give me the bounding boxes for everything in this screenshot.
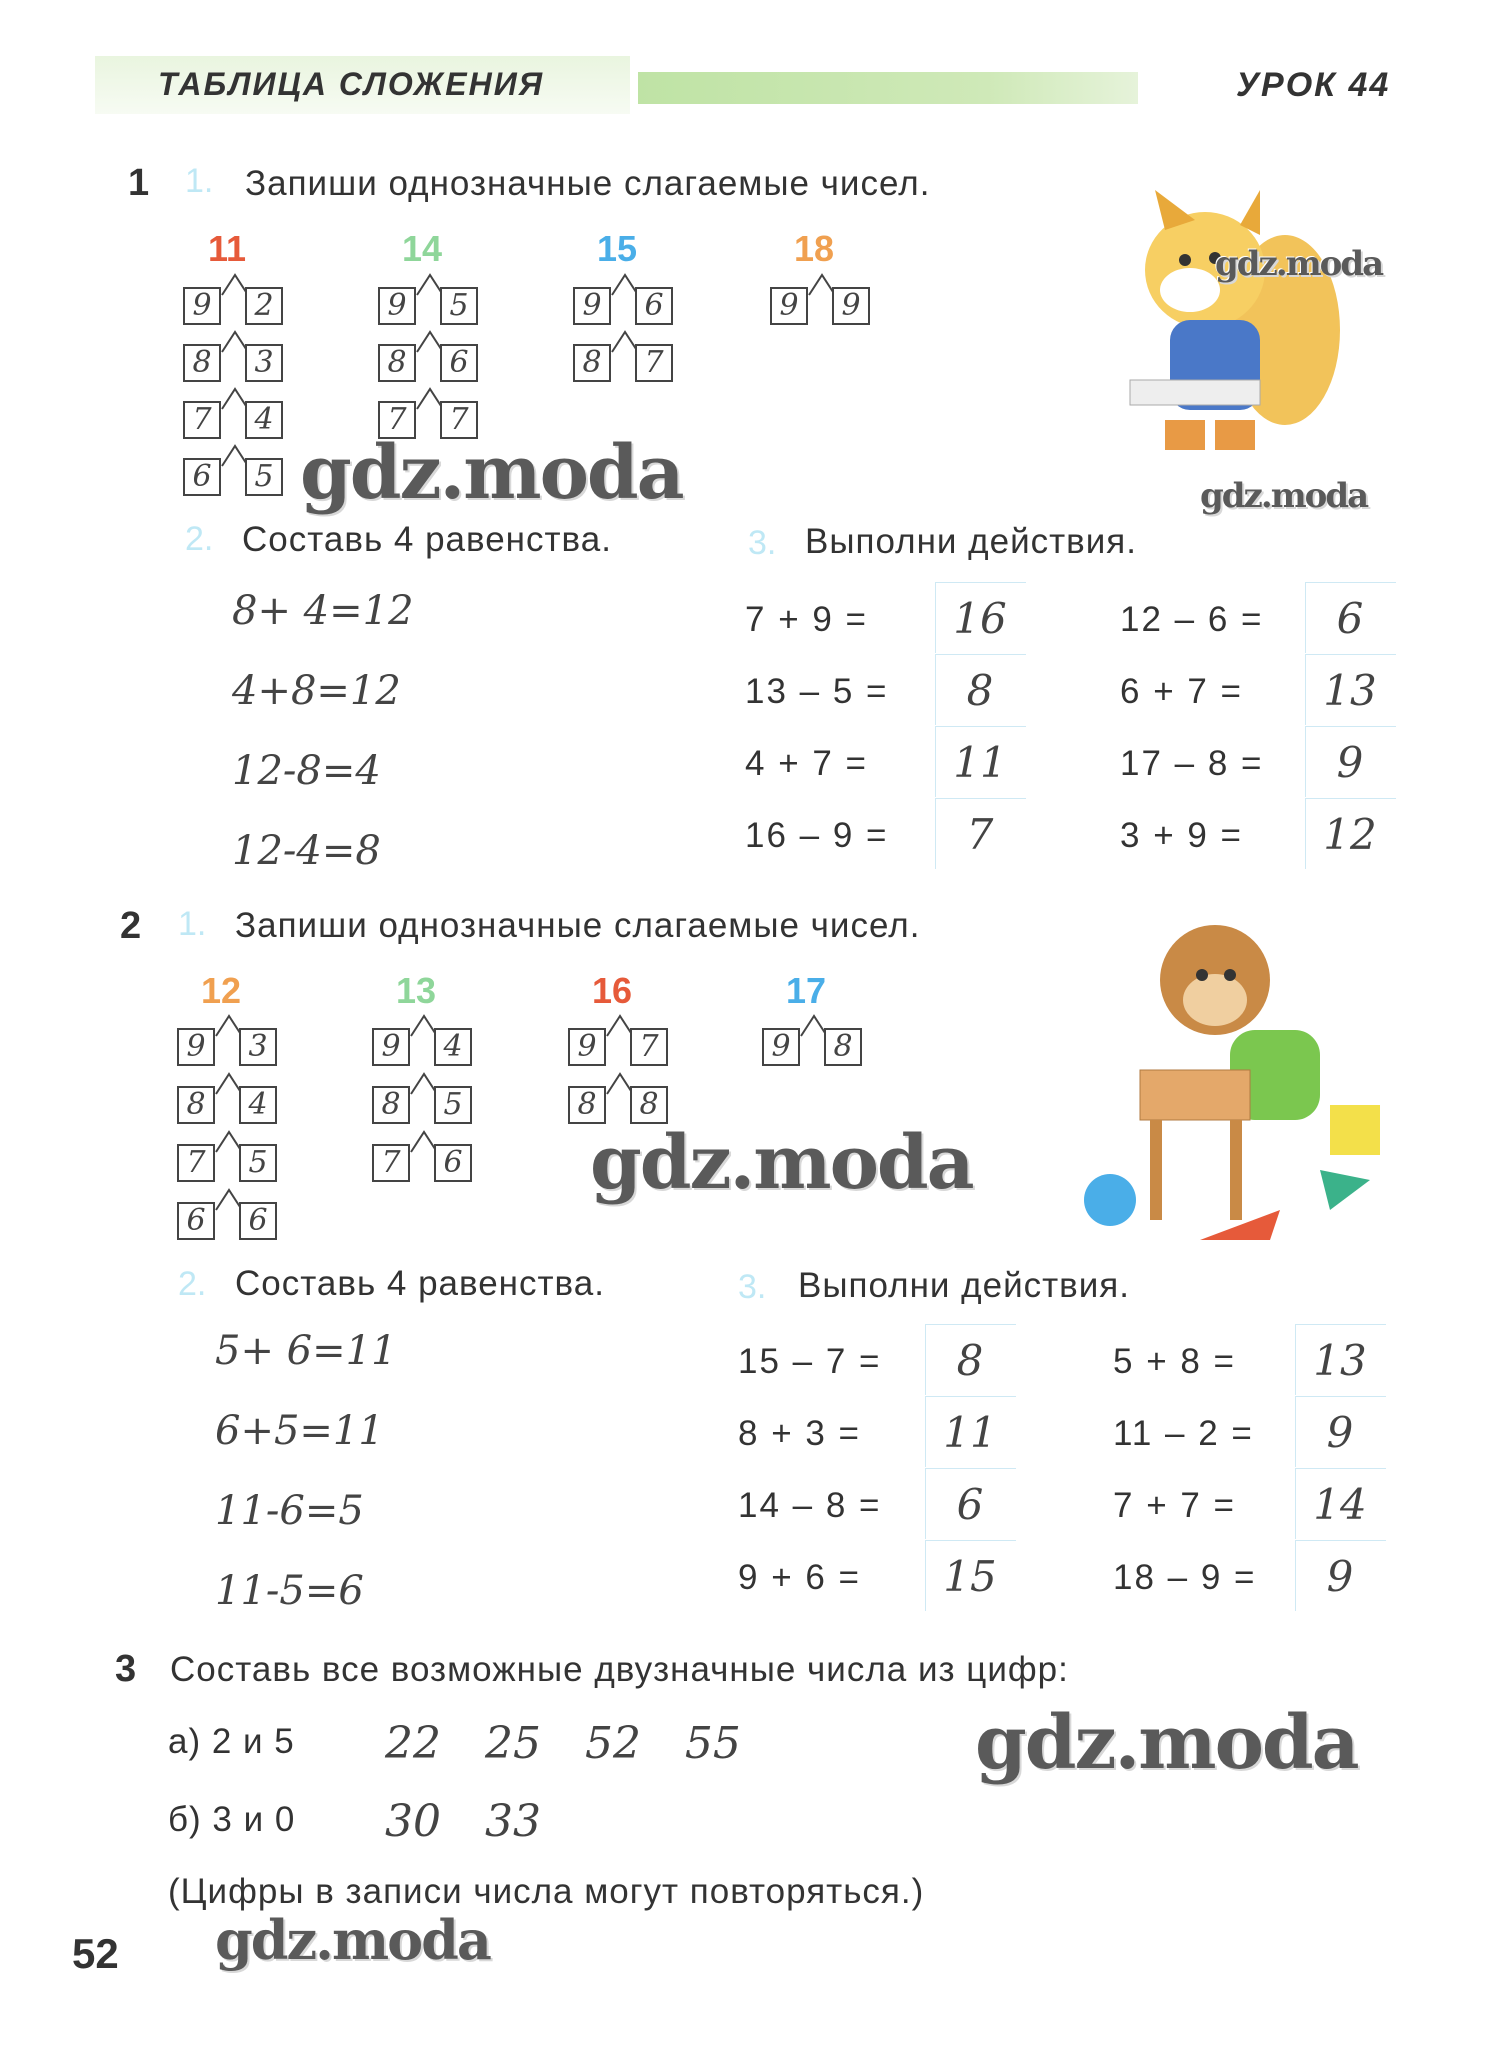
s3-b-answers: 30 33 [385, 1796, 541, 1847]
exercise-answer: 9 [1336, 738, 1364, 787]
exercise-answer: 9 [1326, 1408, 1354, 1457]
wedge-connector [799, 1012, 825, 1038]
addend-box: 9 [568, 1028, 606, 1066]
wedge-connector [220, 442, 246, 468]
wedge-connector [807, 271, 833, 297]
exercise-answer: 15 [943, 1552, 997, 1601]
page-number: 52 [72, 1930, 119, 1977]
exercise-expression: 5 + 8 = [1113, 1342, 1236, 1381]
addend-box: 9 [762, 1028, 800, 1066]
addend-box: 9 [832, 287, 870, 325]
exercise-expression: 9 + 6 = [738, 1558, 861, 1597]
addend-box: 7 [372, 1144, 410, 1182]
equality-line: 6+5=11 [215, 1408, 384, 1454]
addend-box: 9 [177, 1028, 215, 1066]
watermark: gdz.moda [1200, 476, 1368, 516]
wedge-connector [610, 271, 636, 297]
wedge-connector [415, 385, 441, 411]
addend-box: 3 [239, 1028, 277, 1066]
addend-box: 8 [372, 1086, 410, 1124]
addend-box: 5 [239, 1144, 277, 1182]
wedge-connector [409, 1012, 435, 1038]
addend-box: 6 [239, 1202, 277, 1240]
addend-box: 9 [770, 287, 808, 325]
equality-line: 12-8=4 [232, 748, 381, 794]
header-lesson: УРОК 44 [1236, 66, 1391, 104]
addend-box: 8 [568, 1086, 606, 1124]
s1-task3-number: 3. [748, 524, 777, 562]
addend-box: 4 [245, 401, 283, 439]
exercise-expression: 15 – 7 = [738, 1342, 882, 1381]
addend-box: 2 [245, 287, 283, 325]
equality-line: 11-6=5 [215, 1488, 364, 1534]
exercise-expression: 14 – 8 = [738, 1486, 882, 1525]
exercise-expression: 8 + 3 = [738, 1414, 861, 1453]
exercise-expression: 7 + 7 = [1113, 1486, 1236, 1525]
equality-line: 8+ 4=12 [232, 588, 414, 634]
addend-box: 7 [183, 401, 221, 439]
s2-task2-text: Составь 4 равенства. [235, 1264, 605, 1303]
watermark: gdz.moda [215, 1908, 490, 1972]
squirrel-illustration [1110, 190, 1350, 480]
exercise-answer: 7 [966, 810, 994, 859]
wedge-connector [605, 1070, 631, 1096]
s3-text: Составь все возможные двузначные числа из цифр: [170, 1650, 1069, 1689]
exercise-answer: 8 [966, 666, 994, 715]
addend-box: 7 [635, 344, 673, 382]
exercise-expression: 11 – 2 = [1113, 1414, 1254, 1453]
wedge-connector [409, 1070, 435, 1096]
equality-line: 4+8=12 [232, 668, 401, 714]
addend-box: 9 [378, 287, 416, 325]
exercise-answer: 16 [953, 594, 1007, 643]
watermark: gdz.moda [300, 430, 683, 516]
monkey-illustration [1030, 920, 1400, 1240]
addend-box: 6 [434, 1144, 472, 1182]
s2-task1-text: Запиши однозначные слагаемые чисел. [235, 906, 921, 945]
exercise-answer: 8 [956, 1336, 984, 1385]
exercise-answer: 13 [1313, 1336, 1367, 1385]
addend-box: 8 [183, 344, 221, 382]
exercise-expression: 13 – 5 = [745, 672, 889, 711]
s3-a-answers: 22 25 52 55 [385, 1718, 741, 1769]
group-target-number: 17 [785, 970, 827, 1011]
exercise-expression: 6 + 7 = [1120, 672, 1243, 711]
addend-box: 7 [378, 401, 416, 439]
s3-b-label: б) 3 и 0 [168, 1800, 296, 1839]
s2-task3-text: Выполни действия. [798, 1266, 1130, 1305]
group-target-number: 18 [793, 228, 835, 269]
addend-box: 7 [440, 401, 478, 439]
wedge-connector [605, 1012, 631, 1038]
wedge-connector [220, 385, 246, 411]
group-target-number: 15 [596, 228, 638, 269]
wedge-connector [220, 271, 246, 297]
header-band-right [638, 72, 1138, 104]
s2-task1-number: 1. [178, 905, 207, 943]
s1-task2-text: Составь 4 равенства. [242, 520, 612, 559]
wedge-connector [214, 1012, 240, 1038]
addend-box: 7 [630, 1028, 668, 1066]
addend-box: 5 [245, 458, 283, 496]
wedge-connector [415, 271, 441, 297]
s2-task3-number: 3. [738, 1268, 767, 1306]
addend-box: 5 [440, 287, 478, 325]
group-target-number: 11 [207, 228, 247, 269]
exercise-expression: 4 + 7 = [745, 744, 868, 783]
addend-box: 8 [824, 1028, 862, 1066]
addend-box: 8 [177, 1086, 215, 1124]
section-2-number: 2 [120, 905, 142, 947]
exercise-expression: 3 + 9 = [1120, 816, 1243, 855]
addend-box: 6 [440, 344, 478, 382]
group-target-number: 14 [401, 228, 443, 269]
exercise-answer: 6 [956, 1480, 984, 1529]
group-target-number: 16 [591, 970, 633, 1011]
addend-box: 5 [434, 1086, 472, 1124]
exercise-answer: 12 [1323, 810, 1377, 859]
header-title: ТАБЛИЦА СЛОЖЕНИЯ [158, 66, 545, 102]
addend-box: 6 [177, 1202, 215, 1240]
s2-task2-number: 2. [178, 1265, 207, 1303]
addend-box: 8 [573, 344, 611, 382]
addend-box: 7 [177, 1144, 215, 1182]
addend-box: 3 [245, 344, 283, 382]
addend-box: 6 [635, 287, 673, 325]
exercise-expression: 12 – 6 = [1120, 600, 1264, 639]
group-target-number: 12 [200, 970, 242, 1011]
s1-task1-number: 1. [185, 162, 214, 200]
exercise-answer: 13 [1323, 666, 1377, 715]
wedge-connector [220, 328, 246, 354]
addend-box: 6 [183, 458, 221, 496]
addend-box: 9 [372, 1028, 410, 1066]
addend-box: 9 [573, 287, 611, 325]
exercise-answer: 11 [953, 738, 1007, 787]
exercise-expression: 17 – 8 = [1120, 744, 1264, 783]
addend-box: 8 [378, 344, 416, 382]
addend-box: 4 [239, 1086, 277, 1124]
watermark: gdz.moda [590, 1120, 973, 1206]
wedge-connector [214, 1070, 240, 1096]
watermark: gdz.moda [1215, 244, 1383, 284]
wedge-connector [610, 328, 636, 354]
addend-box: 4 [434, 1028, 472, 1066]
addend-box: 9 [183, 287, 221, 325]
wedge-connector [214, 1186, 240, 1212]
exercise-answer: 6 [1336, 594, 1364, 643]
exercise-expression: 16 – 9 = [745, 816, 889, 855]
addend-box: 8 [630, 1086, 668, 1124]
s1-task1-text: Запиши однозначные слагаемые чисел. [245, 164, 931, 203]
watermark: gdz.moda [975, 1700, 1358, 1786]
equality-line: 11-5=6 [215, 1568, 364, 1614]
exercise-answer: 9 [1326, 1552, 1354, 1601]
exercise-expression: 18 – 9 = [1113, 1558, 1257, 1597]
wedge-connector [409, 1128, 435, 1154]
exercise-answer: 11 [943, 1408, 997, 1457]
section-3-number: 3 [115, 1648, 137, 1690]
section-1-number: 1 [128, 162, 150, 204]
wedge-connector [415, 328, 441, 354]
exercise-answer: 14 [1313, 1480, 1367, 1529]
s1-task2-number: 2. [185, 520, 214, 558]
s1-task3-text: Выполни действия. [805, 522, 1137, 561]
wedge-connector [214, 1128, 240, 1154]
equality-line: 12-4=8 [232, 828, 381, 874]
s3-a-label: а) 2 и 5 [168, 1722, 295, 1761]
s3-note: (Цифры в записи числа могут повторяться.) [168, 1872, 925, 1911]
equality-line: 5+ 6=11 [215, 1328, 397, 1374]
group-target-number: 13 [395, 970, 437, 1011]
exercise-expression: 7 + 9 = [745, 600, 868, 639]
